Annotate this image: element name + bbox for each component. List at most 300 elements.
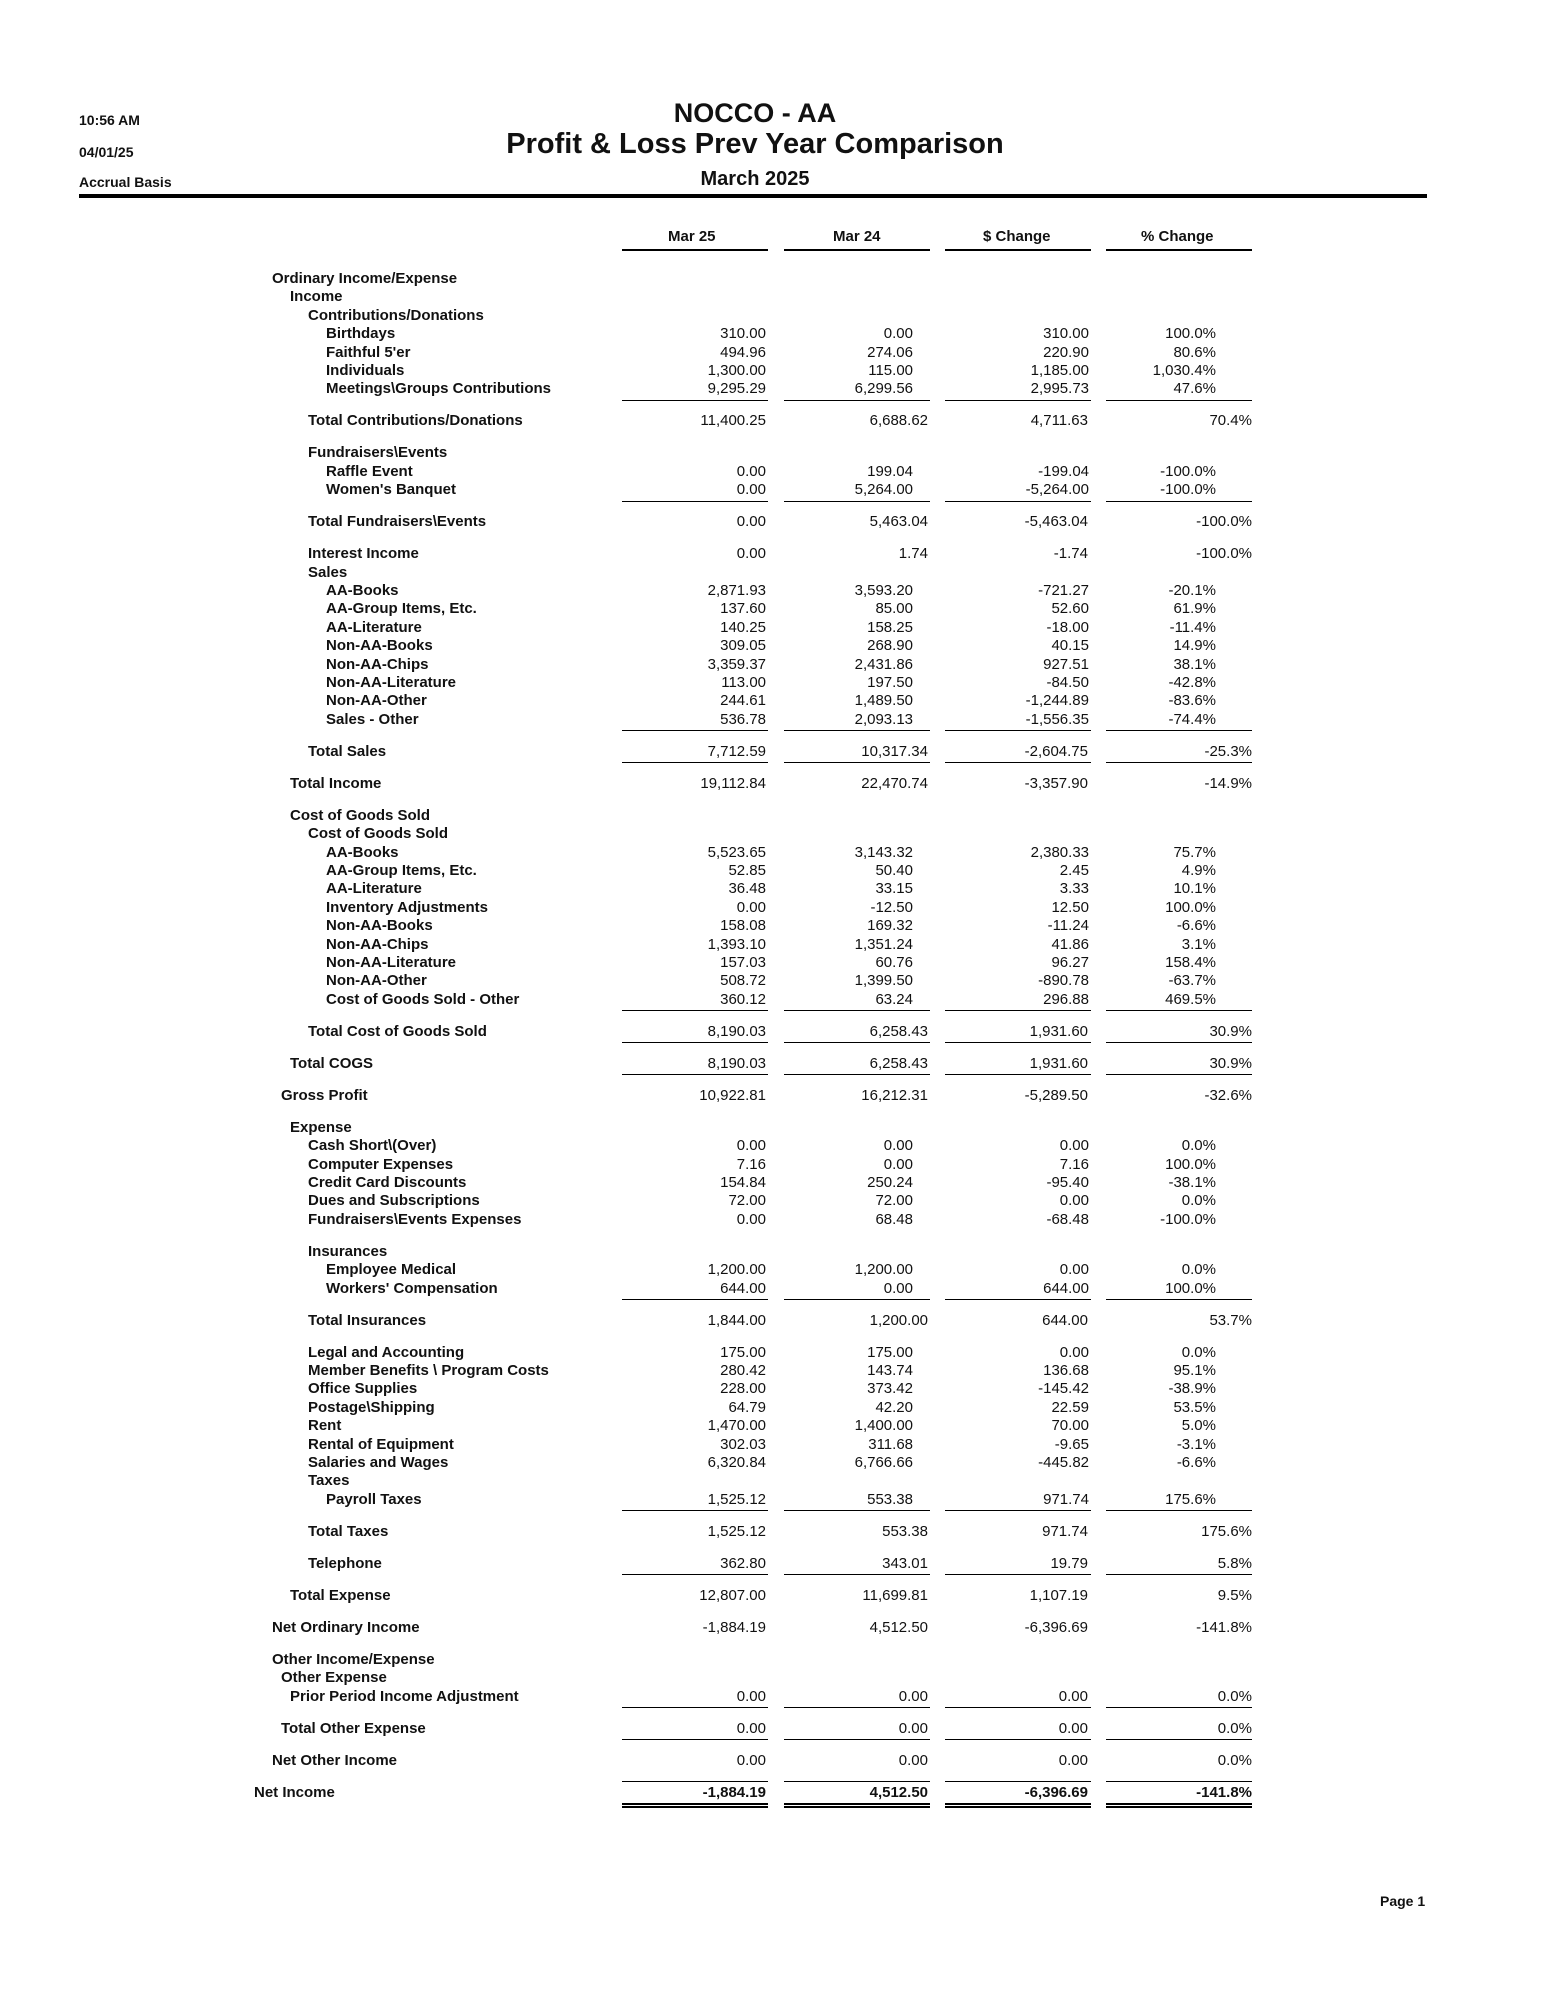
line-item-non-aa-chips [0,936,1545,954]
report-time: 10:56 AM [79,112,140,128]
value-mar24: 16,212.31 [861,1086,928,1104]
value-mar24: 3,593.20 [854,582,913,599]
subtotal-rule [784,730,930,731]
value-pct-change: -42.8% [1168,674,1216,691]
line-item-cash-short-over [0,1137,1545,1155]
row-label: Gross Profit [281,1086,368,1104]
subtotal-rule [1106,762,1252,763]
value-mar24: 6,766.66 [854,1454,913,1471]
grand-total-rule [1106,1803,1252,1805]
row-label: Total COGS [290,1054,374,1072]
value-mar24: 6,258.43 [869,1022,928,1040]
subtotal-rule [945,730,1091,731]
value-mar24: 0.00 [898,1719,928,1737]
value-pct-change: 10.1% [1173,880,1216,898]
row-label: Prior Period Income Adjustment [290,1687,519,1705]
total-row-total-cost-of-goods-sold [0,1023,1545,1041]
value-mar24: 553.38 [882,1522,928,1540]
value-pct-change: 0.0% [1181,1137,1216,1155]
row-label: Fundraisers\Events [308,444,448,462]
value-mar25: 0.00 [736,1719,766,1737]
subtotal-rule [1106,1010,1252,1011]
row-label: Non-AA-Literature [326,954,456,971]
line-item-rent [0,1417,1545,1435]
value-mar25: 158.08 [720,917,766,935]
row-label: Rental of Equipment [308,1435,454,1453]
line-item-credit-card-discounts [0,1174,1545,1192]
row-label: Raffle Event [326,462,413,480]
subtotal-rule [1106,501,1252,502]
col-header-mar24: Mar 24 [833,228,881,245]
row-label: Rent [308,1417,342,1435]
value-mar25: 137.60 [720,600,766,618]
value-dollar-change: 1,931.60 [1029,1022,1088,1040]
line-item-cost-of-goods-sold-other [0,991,1545,1009]
value-pct-change: 38.1% [1173,655,1216,673]
value-dollar-change: 971.74 [1042,1522,1088,1540]
value-pct-change: 4.9% [1181,862,1216,879]
value-dollar-change: 2.45 [1059,862,1089,879]
value-mar24: 1.74 [898,545,928,563]
line-item-workers-compensation [0,1280,1545,1298]
value-pct-change: 30.9% [1209,1054,1252,1072]
row-label: Contributions/Donations [308,306,484,324]
row-label: Taxes [308,1472,350,1490]
line-item-fundraisers-events-expenses [0,1211,1545,1229]
value-dollar-change: 7.16 [1059,1155,1089,1173]
row-label: Member Benefits \ Program Costs [308,1362,549,1379]
line-item-aa-books [0,582,1545,600]
row-label: Computer Expenses [308,1155,454,1173]
value-pct-change: -14.9% [1204,774,1252,792]
value-dollar-change: -1,556.35 [1025,710,1089,728]
total-row-total-insurances [0,1312,1545,1330]
value-mar25: 1,300.00 [707,362,766,379]
subtotal-rule [784,1299,930,1300]
value-dollar-change: 4,711.63 [1030,412,1088,430]
value-mar24: 10,317.34 [861,742,928,760]
value-mar25: 0.00 [736,545,766,563]
value-dollar-change: 136.68 [1043,1362,1089,1379]
value-dollar-change: -5,264.00 [1025,481,1089,499]
subtotal-rule [945,1707,1091,1708]
value-mar24: 50.40 [875,862,913,879]
value-mar25: 362.80 [720,1554,766,1572]
total-row-total-sales [0,743,1545,761]
value-pct-change: -100.0% [1196,513,1252,531]
value-mar25: 310.00 [720,325,766,343]
value-mar24: 197.50 [867,674,913,691]
value-mar25: 244.61 [720,692,766,710]
value-dollar-change: -2,604.75 [1024,742,1088,760]
value-pct-change: -3.1% [1176,1435,1216,1453]
grand-total-rule [1106,1781,1252,1782]
value-pct-change: -38.1% [1168,1174,1216,1191]
section-header-other-income-expense [0,1651,1545,1669]
row-label: Total Cost of Goods Sold [308,1022,487,1040]
header-rule [79,194,1427,198]
subtotal-rule [945,1074,1091,1075]
row-label: AA-Group Items, Etc. [326,862,477,879]
value-mar24: 175.00 [867,1343,913,1361]
value-dollar-change: 40.15 [1051,637,1089,655]
total-row-interest-income [0,545,1545,563]
line-item-aa-group-items-etc [0,600,1545,618]
subtotal-rule [784,762,930,763]
row-label: Salaries and Wages [308,1454,449,1471]
value-pct-change: 3.1% [1181,935,1216,953]
value-mar24: 72.00 [875,1192,913,1210]
row-label: Ordinary Income/Expense [272,270,458,287]
total-row-gross-profit [0,1087,1545,1105]
subtotal-rule [784,1739,930,1740]
subtotal-rule [784,1574,930,1575]
value-pct-change: 53.5% [1173,1398,1216,1416]
row-label: Total Expense [290,1586,391,1604]
line-item-aa-books [0,844,1545,862]
row-label: Cost of Goods Sold [290,806,430,824]
row-label: Inventory Adjustments [326,898,488,916]
value-dollar-change: 296.88 [1043,990,1089,1008]
value-dollar-change: 0.00 [1058,1751,1088,1769]
row-label: Total Fundraisers\Events [308,513,487,531]
grand-total-rule [1106,1806,1252,1808]
value-pct-change: 75.7% [1173,843,1216,861]
row-label: Net Other Income [272,1751,398,1769]
value-mar24: -12.50 [870,898,913,916]
grand-total-rule [945,1781,1091,1782]
section-header-cost-of-goods-sold [0,825,1545,843]
subtotal-rule [1106,1739,1252,1740]
value-mar25: 8,190.03 [707,1022,766,1040]
report-basis: Accrual Basis [79,174,172,190]
line-item-aa-literature [0,619,1545,637]
value-mar25: 644.00 [720,1279,766,1297]
row-label: Non-AA-Other [326,972,427,990]
subtotal-rule [622,1042,768,1043]
subtotal-rule [622,400,768,401]
value-dollar-change: 41.86 [1051,935,1089,953]
total-row-total-cogs [0,1055,1545,1073]
value-mar24: 115.00 [868,362,913,379]
value-pct-change: 95.1% [1173,1362,1216,1379]
value-dollar-change: -11.24 [1047,917,1089,935]
value-mar25: 536.78 [720,710,766,728]
subtotal-rule [784,1074,930,1075]
value-mar24: 11,699.81 [862,1586,928,1604]
row-label: Total Sales [308,742,387,760]
total-row-net-income [0,1784,1545,1802]
value-mar24: 4,512.50 [869,1618,928,1636]
value-pct-change: 175.6% [1201,1522,1252,1540]
subtotal-rule [622,1074,768,1075]
line-item-non-aa-books [0,917,1545,935]
value-dollar-change: -721.27 [1038,582,1089,599]
value-mar25: 6,320.84 [707,1454,766,1471]
value-mar25: 1,200.00 [707,1261,766,1279]
subtotal-rule [784,400,930,401]
report-date: 04/01/25 [79,144,134,160]
value-mar25: 494.96 [720,343,766,361]
value-mar25: 7.16 [736,1155,766,1173]
subtotal-rule [945,501,1091,502]
value-dollar-change: 3.33 [1059,880,1089,898]
value-mar24: 553.38 [867,1490,913,1508]
line-item-women-s-banquet [0,481,1545,499]
row-label: Cash Short\(Over) [308,1137,437,1155]
line-item-non-aa-chips [0,656,1545,674]
line-item-dues-and-subscriptions [0,1192,1545,1210]
row-label: Credit Card Discounts [308,1174,467,1191]
value-mar24: 85.00 [875,600,913,618]
value-dollar-change: -5,463.04 [1024,513,1088,531]
value-pct-change: 5.0% [1181,1417,1216,1435]
subtotal-rule [622,1510,768,1511]
row-label: Total Income [290,774,382,792]
row-label: Other Income/Expense [272,1650,435,1668]
value-pct-change: -100.0% [1196,545,1252,563]
value-mar24: 0.00 [883,1279,913,1297]
value-dollar-change: -1,244.89 [1025,692,1089,710]
total-row-telephone [0,1555,1545,1573]
value-pct-change: 47.6% [1173,380,1216,398]
row-label: Total Insurances [308,1311,427,1329]
value-mar24: 268.90 [867,637,913,655]
value-mar24: 0.00 [898,1751,928,1769]
value-dollar-change: 2,995.73 [1030,380,1089,398]
section-header-expense [0,1119,1545,1137]
subtotal-rule [945,1042,1091,1043]
row-label: Meetings\Groups Contributions [326,380,551,398]
value-mar24: 250.24 [867,1174,913,1191]
row-label: Payroll Taxes [326,1490,422,1508]
total-row-total-other-expense [0,1720,1545,1738]
value-mar25: 2,871.93 [707,582,766,599]
value-dollar-change: -84.50 [1046,674,1089,691]
row-label: AA-Literature [326,618,422,636]
value-mar25: -1,884.19 [702,1783,766,1801]
grand-total-rule [945,1803,1091,1805]
subtotal-rule [945,1299,1091,1300]
value-mar24: 311.68 [868,1435,913,1453]
value-mar24: 6,299.56 [854,380,913,398]
value-mar24: 63.24 [875,990,913,1008]
value-mar25: 140.25 [720,618,766,636]
line-item-aa-literature [0,880,1545,898]
line-item-salaries-and-wages [0,1454,1545,1472]
subtotal-rule [784,1510,930,1511]
value-pct-change: 30.9% [1209,1022,1252,1040]
value-pct-change: -141.8% [1196,1618,1252,1636]
value-mar24: 4,512.50 [869,1783,928,1801]
subtotal-rule [622,501,768,502]
value-mar25: 0.00 [736,1687,766,1705]
value-pct-change: 0.0% [1181,1192,1216,1210]
row-label: Interest Income [308,545,419,563]
value-dollar-change: 70.00 [1051,1417,1089,1435]
section-header-other-expense [0,1669,1545,1687]
value-mar25: 8,190.03 [707,1054,766,1072]
line-item-rental-of-equipment [0,1436,1545,1454]
row-label: Individuals [326,362,405,379]
subtotal-rule [622,762,768,763]
value-mar24: 68.48 [875,1210,913,1228]
total-row-total-income [0,775,1545,793]
value-mar25: 175.00 [720,1343,766,1361]
subtotal-rule [784,1010,930,1011]
row-label: Other Expense [281,1669,387,1687]
value-mar24: 6,258.43 [869,1054,928,1072]
subtotal-rule [1106,1074,1252,1075]
value-mar25: -1,884.19 [702,1618,766,1636]
report-title: Profit & Loss Prev Year Comparison [506,128,1004,160]
grand-total-rule [784,1803,930,1805]
row-label: Non-AA-Books [326,917,433,935]
value-pct-change: -63.7% [1168,972,1216,990]
value-pct-change: 70.4% [1209,412,1252,430]
value-mar25: 64.79 [728,1398,766,1416]
value-pct-change: -100.0% [1160,1210,1216,1228]
value-pct-change: -100.0% [1160,462,1216,480]
value-dollar-change: -199.04 [1038,462,1089,480]
value-pct-change: 9.5% [1217,1586,1252,1604]
value-mar25: 12,807.00 [699,1586,766,1604]
value-mar25: 0.00 [736,898,766,916]
value-pct-change: 5.8% [1217,1554,1252,1572]
report-period: March 2025 [700,168,810,190]
value-dollar-change: -445.82 [1038,1454,1089,1471]
section-header-insurances [0,1243,1545,1261]
value-dollar-change: 2,380.33 [1030,843,1089,861]
total-row-net-other-income [0,1752,1545,1770]
row-label: Women's Banquet [326,481,456,499]
section-header-sales [0,564,1545,582]
value-pct-change: 0.0% [1217,1687,1252,1705]
value-mar24: 1,399.50 [854,972,913,990]
row-label: AA-Literature [326,880,422,898]
value-mar25: 0.00 [736,481,766,499]
row-label: AA-Books [326,843,399,861]
value-mar25: 302.03 [720,1435,766,1453]
grand-total-rule [945,1806,1091,1808]
total-row-total-taxes [0,1523,1545,1541]
value-mar25: 5,523.65 [707,843,766,861]
subtotal-rule [1106,730,1252,731]
row-label: Net Income [254,1783,335,1801]
col-header-mar25: Mar 25 [668,228,716,245]
value-pct-change: 14.9% [1173,637,1216,655]
value-mar25: 1,393.10 [707,935,766,953]
col-header-underline [784,249,930,251]
value-dollar-change: 1,185.00 [1030,362,1089,379]
value-mar25: 72.00 [728,1192,766,1210]
value-dollar-change: -6,396.69 [1024,1783,1088,1801]
subtotal-rule [622,1739,768,1740]
subtotal-rule [622,1299,768,1300]
value-mar25: 309.05 [720,637,766,655]
value-dollar-change: 12.50 [1051,898,1089,916]
subtotal-rule [1106,1510,1252,1511]
value-mar24: 6,688.62 [869,412,928,430]
value-mar25: 0.00 [736,513,766,531]
value-mar25: 1,525.12 [707,1522,766,1540]
value-mar24: 274.06 [867,343,913,361]
total-row-prior-period-income-adjustment [0,1688,1545,1706]
value-pct-change: 100.0% [1165,325,1216,343]
subtotal-rule [945,400,1091,401]
value-mar24: 0.00 [898,1687,928,1705]
value-mar25: 19,112.84 [700,774,766,792]
row-label: Net Ordinary Income [272,1618,420,1636]
value-mar24: 3,143.32 [854,843,913,861]
value-pct-change: -38.9% [1168,1380,1216,1398]
value-dollar-change: 22.59 [1051,1398,1089,1416]
subtotal-rule [622,1574,768,1575]
value-pct-change: 469.5% [1165,990,1216,1008]
value-pct-change: -141.8% [1196,1783,1252,1801]
value-mar25: 113.00 [721,674,766,691]
value-dollar-change: 0.00 [1059,1343,1089,1361]
section-header-contributions-donations [0,307,1545,325]
subtotal-rule [1106,1707,1252,1708]
subtotal-rule [1106,1574,1252,1575]
value-dollar-change: -3,357.90 [1024,774,1088,792]
row-label: Faithful 5'er [326,343,411,361]
row-label: Non-AA-Chips [326,655,429,673]
col-header-dollar-change: $ Change [983,228,1051,245]
value-mar24: 199.04 [867,462,913,480]
value-pct-change: -11.4% [1169,618,1216,636]
line-item-non-aa-other [0,972,1545,990]
section-header-fundraisers-events [0,444,1545,462]
value-mar24: 1,351.24 [854,935,913,953]
value-mar24: 0.00 [883,1137,913,1155]
value-mar25: 0.00 [736,1751,766,1769]
value-dollar-change: 1,107.19 [1029,1586,1088,1604]
value-dollar-change: 927.51 [1043,655,1089,673]
value-pct-change: 0.0% [1181,1343,1216,1361]
row-label: Total Contributions/Donations [308,412,523,430]
row-label: Fundraisers\Events Expenses [308,1210,522,1228]
value-pct-change: 100.0% [1165,1279,1216,1297]
subtotal-rule [784,501,930,502]
line-item-non-aa-literature [0,954,1545,972]
section-header-income [0,288,1545,306]
value-pct-change: 0.0% [1217,1751,1252,1769]
row-label: Legal and Accounting [308,1343,465,1361]
row-label: Income [290,288,343,306]
value-mar24: 60.76 [875,954,913,971]
value-mar24: 22,470.74 [861,774,928,792]
value-mar25: 1,470.00 [707,1417,766,1435]
value-pct-change: -6.6% [1176,917,1216,935]
subtotal-rule [1106,400,1252,401]
subtotal-rule [1106,1299,1252,1300]
value-dollar-change: 0.00 [1059,1137,1089,1155]
line-item-sales-other [0,711,1545,729]
row-label: Cost of Goods Sold [308,825,448,843]
value-mar25: 36.48 [728,880,766,898]
row-label: Expense [290,1118,352,1136]
value-pct-change: 61.9% [1173,600,1216,618]
row-label: Non-AA-Other [326,692,427,710]
row-label: Non-AA-Chips [326,935,429,953]
line-item-faithful-5-er [0,344,1545,362]
value-dollar-change: -6,396.69 [1024,1618,1088,1636]
subtotal-rule [784,1042,930,1043]
value-dollar-change: -95.40 [1046,1174,1089,1191]
value-mar24: 5,264.00 [854,481,913,499]
